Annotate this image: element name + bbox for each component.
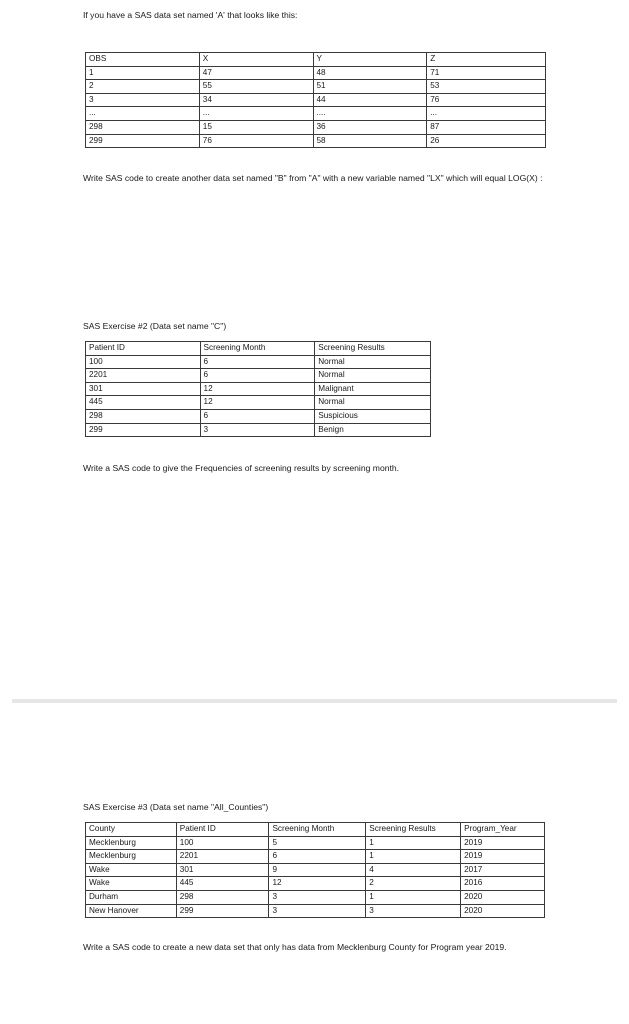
table-row	[86, 904, 545, 918]
q1-intro: If you have a SAS data set named 'A' that looks like this:	[83, 10, 298, 20]
table-cell: Normal	[315, 396, 431, 410]
table-cell: 48	[313, 66, 427, 80]
table-row	[86, 355, 431, 369]
table-cell: 58	[313, 134, 427, 148]
table-cell: 301	[86, 382, 201, 396]
table-cell: 3	[86, 93, 200, 107]
table-cell: 2016	[461, 877, 545, 891]
header-cell: Z	[427, 53, 546, 67]
header-cell: X	[199, 53, 313, 67]
table-cell: 87	[427, 120, 546, 134]
table-cell: 34	[199, 93, 313, 107]
table-cell: 2019	[461, 850, 545, 864]
table-cell: 1	[86, 66, 200, 80]
table-cell: 12	[200, 382, 315, 396]
header-cell: Y	[313, 53, 427, 67]
table-cell: 47	[199, 66, 313, 80]
header-cell: Screening Results	[366, 823, 461, 837]
document-page-2	[0, 703, 629, 1024]
q1-question: Write SAS code to create another data set named "B" from "A" with a new variable named "LX" which will equal LOG(X) :	[83, 173, 543, 183]
table-cell: Normal	[315, 355, 431, 369]
table-cell: 36	[313, 120, 427, 134]
table-cell: 53	[427, 80, 546, 94]
table-cell: 445	[176, 877, 269, 891]
table-cell: 6	[200, 355, 315, 369]
table-row	[86, 80, 546, 94]
table-cell: Suspicious	[315, 409, 431, 423]
header-cell: Program_Year	[461, 823, 545, 837]
table-row	[86, 850, 545, 864]
table-cell: 299	[86, 423, 201, 437]
q3-title: SAS Exercise #3 (Data set name "All_Counties")	[83, 802, 269, 812]
table-cell: Malignant	[315, 382, 431, 396]
header-cell: Patient ID	[86, 342, 201, 356]
table-cell: 2020	[461, 890, 545, 904]
table-cell: 12	[200, 396, 315, 410]
table-row	[86, 382, 431, 396]
table-row	[86, 836, 545, 850]
table-header-row	[86, 823, 545, 837]
table-row	[86, 369, 431, 383]
table-cell: ...	[427, 107, 546, 121]
table-cell: 6	[200, 409, 315, 423]
table-cell: 299	[176, 904, 269, 918]
dataset-a-table	[85, 52, 546, 148]
q2-title: SAS Exercise #2 (Data set name "C")	[83, 321, 227, 331]
table-row	[86, 890, 545, 904]
table-row	[86, 409, 431, 423]
table-cell: 4	[366, 863, 461, 877]
header-cell: Screening Month	[269, 823, 366, 837]
table-cell: 71	[427, 66, 546, 80]
table-cell: New Hanover	[86, 904, 177, 918]
table-header-row	[86, 53, 546, 67]
table-cell: 51	[313, 80, 427, 94]
table-cell: ...	[199, 107, 313, 121]
table-cell: 298	[86, 409, 201, 423]
table-header-row	[86, 342, 431, 356]
table-cell: 2020	[461, 904, 545, 918]
table-cell: 3	[366, 904, 461, 918]
table-row	[86, 120, 546, 134]
table-cell: 26	[427, 134, 546, 148]
table-cell: 299	[86, 134, 200, 148]
table-cell: 9	[269, 863, 366, 877]
table-cell: 6	[269, 850, 366, 864]
table-cell: 44	[313, 93, 427, 107]
table-row	[86, 93, 546, 107]
table-cell: 2201	[176, 850, 269, 864]
table-cell: 2201	[86, 369, 201, 383]
table-row	[86, 423, 431, 437]
table-cell: 55	[199, 80, 313, 94]
table-cell: 2017	[461, 863, 545, 877]
q2-question: Write a SAS code to give the Frequencies of screening results by screening month.	[83, 463, 400, 473]
dataset-c-table	[85, 341, 431, 437]
header-cell: Screening Month	[200, 342, 315, 356]
table-cell: Benign	[315, 423, 431, 437]
table-cell: 1	[366, 850, 461, 864]
header-cell: Patient ID	[176, 823, 269, 837]
table-cell: 298	[176, 890, 269, 904]
table-cell: 445	[86, 396, 201, 410]
table-row	[86, 877, 545, 891]
table-cell: Wake	[86, 877, 177, 891]
table-cell: 3	[200, 423, 315, 437]
table-row	[86, 863, 545, 877]
header-cell: Screening Results	[315, 342, 431, 356]
table-cell: 100	[86, 355, 201, 369]
table-cell: 5	[269, 836, 366, 850]
table-cell: 15	[199, 120, 313, 134]
table-cell: 76	[199, 134, 313, 148]
header-cell: OBS	[86, 53, 200, 67]
table-cell: Mecklenburg	[86, 850, 177, 864]
table-cell: 1	[366, 890, 461, 904]
table-cell: 2019	[461, 836, 545, 850]
table-cell: Wake	[86, 863, 177, 877]
table-cell: Normal	[315, 369, 431, 383]
table-cell: Durham	[86, 890, 177, 904]
table-cell: 6	[200, 369, 315, 383]
all-counties-table	[85, 822, 545, 918]
table-cell: 3	[269, 890, 366, 904]
table-cell: 76	[427, 93, 546, 107]
table-row	[86, 134, 546, 148]
table-cell: 12	[269, 877, 366, 891]
header-cell: County	[86, 823, 177, 837]
table-row	[86, 396, 431, 410]
table-cell: ....	[313, 107, 427, 121]
table-cell: 298	[86, 120, 200, 134]
table-row	[86, 66, 546, 80]
table-cell: 100	[176, 836, 269, 850]
table-cell: 3	[269, 904, 366, 918]
table-cell: 2	[366, 877, 461, 891]
q3-question: Write a SAS code to create a new data set that only has data from Mecklenburg County for Program year 2019.	[83, 942, 507, 952]
table-cell: 1	[366, 836, 461, 850]
table-cell: ...	[86, 107, 200, 121]
table-cell: Mecklenburg	[86, 836, 177, 850]
table-row	[86, 107, 546, 121]
table-cell: 2	[86, 80, 200, 94]
table-cell: 301	[176, 863, 269, 877]
